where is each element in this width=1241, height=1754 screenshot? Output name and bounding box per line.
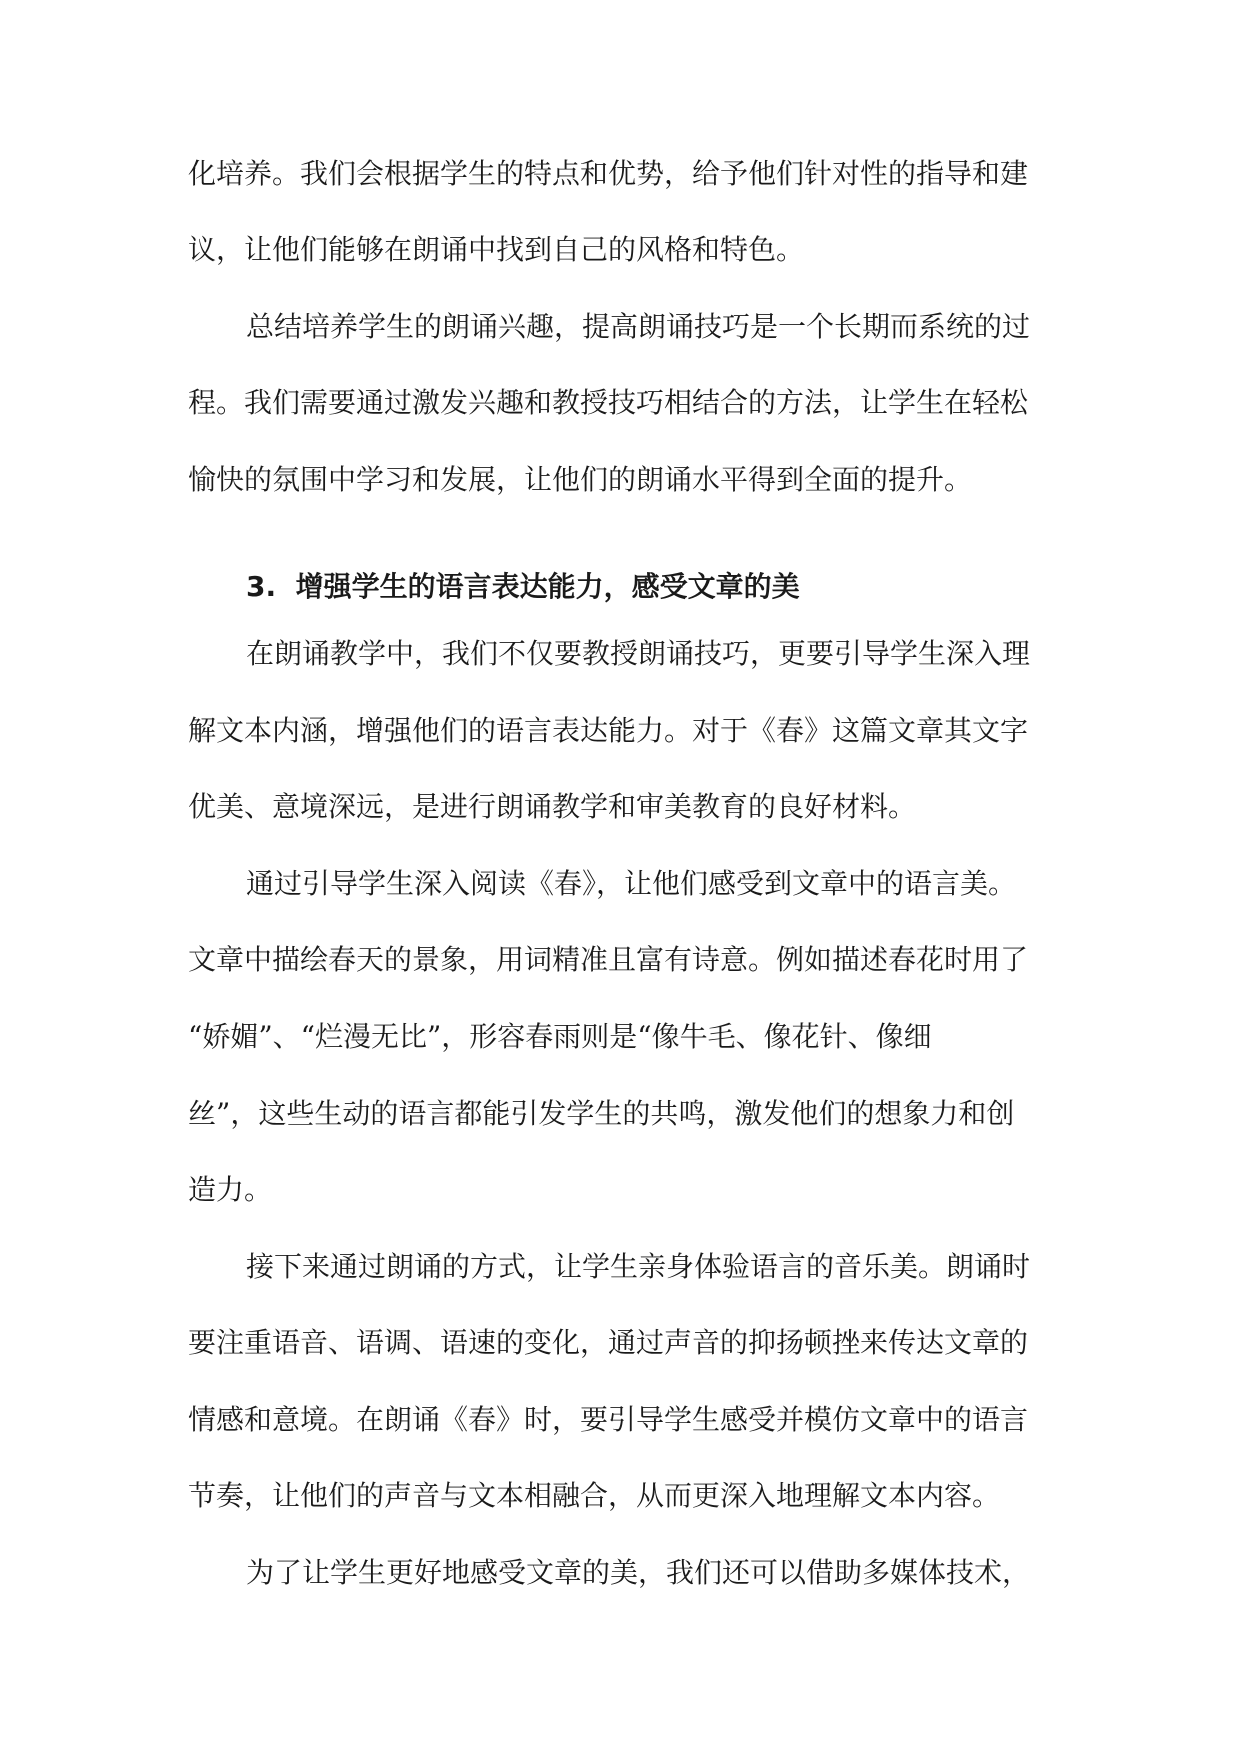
section-heading: 3. 增强学生的语言表达能力，感受文章的美 [246, 570, 800, 603]
paragraph-line: 程。我们需要通过激发兴趣和教授技巧相结合的方法，让学生在轻松 [188, 386, 1029, 419]
paragraph-line: 情感和意境。在朗诵《春》时，要引导学生感受并模仿文章中的语言 [188, 1403, 1029, 1436]
paragraph-line: 节奏，让他们的声音与文本相融合，从而更深入地理解文本内容。 [188, 1479, 1001, 1512]
paragraph-line: 文章中描绘春天的景象，用词精准且富有诗意。例如描述春花时用了 [188, 943, 1029, 976]
paragraph-line: 接下来通过朗诵的方式，让学生亲身体验语言的音乐美。朗诵时 [246, 1250, 1031, 1283]
paragraph-line: 化培养。我们会根据学生的特点和优势，给予他们针对性的指导和建 [188, 157, 1029, 190]
paragraph-line: 丝”，这些生动的语言都能引发学生的共鸣，激发他们的想象力和创 [188, 1097, 1015, 1130]
paragraph-line: 通过引导学生深入阅读《春》，让他们感受到文章中的语言美。 [246, 867, 1017, 900]
paragraph-line: “娇媚”、“烂漫无比”，形容春雨则是“像牛毛、像花针、像细 [188, 1020, 932, 1053]
paragraph-line: 要注重语音、语调、语速的变化，通过声音的抑扬顿挫来传达文章的 [188, 1326, 1029, 1359]
paragraph-line: 愉快的氛围中学习和发展，让他们的朗诵水平得到全面的提升。 [188, 463, 973, 496]
paragraph-line: 解文本内涵，增强他们的语言表达能力。对于《春》这篇文章其文字 [188, 714, 1029, 747]
paragraph-line: 议，让他们能够在朗诵中找到自己的风格和特色。 [188, 233, 805, 266]
paragraph-line: 优美、意境深远，是进行朗诵教学和审美教育的良好材料。 [188, 790, 917, 823]
paragraph-line: 总结培养学生的朗诵兴趣，提高朗诵技巧是一个长期而系统的过 [246, 310, 1031, 343]
paragraph-line: 为了让学生更好地感受文章的美，我们还可以借助多媒体技术， [246, 1556, 1031, 1589]
paragraph-line: 在朗诵教学中，我们不仅要教授朗诵技巧，更要引导学生深入理 [246, 637, 1031, 670]
paragraph-line: 造力。 [188, 1173, 273, 1206]
